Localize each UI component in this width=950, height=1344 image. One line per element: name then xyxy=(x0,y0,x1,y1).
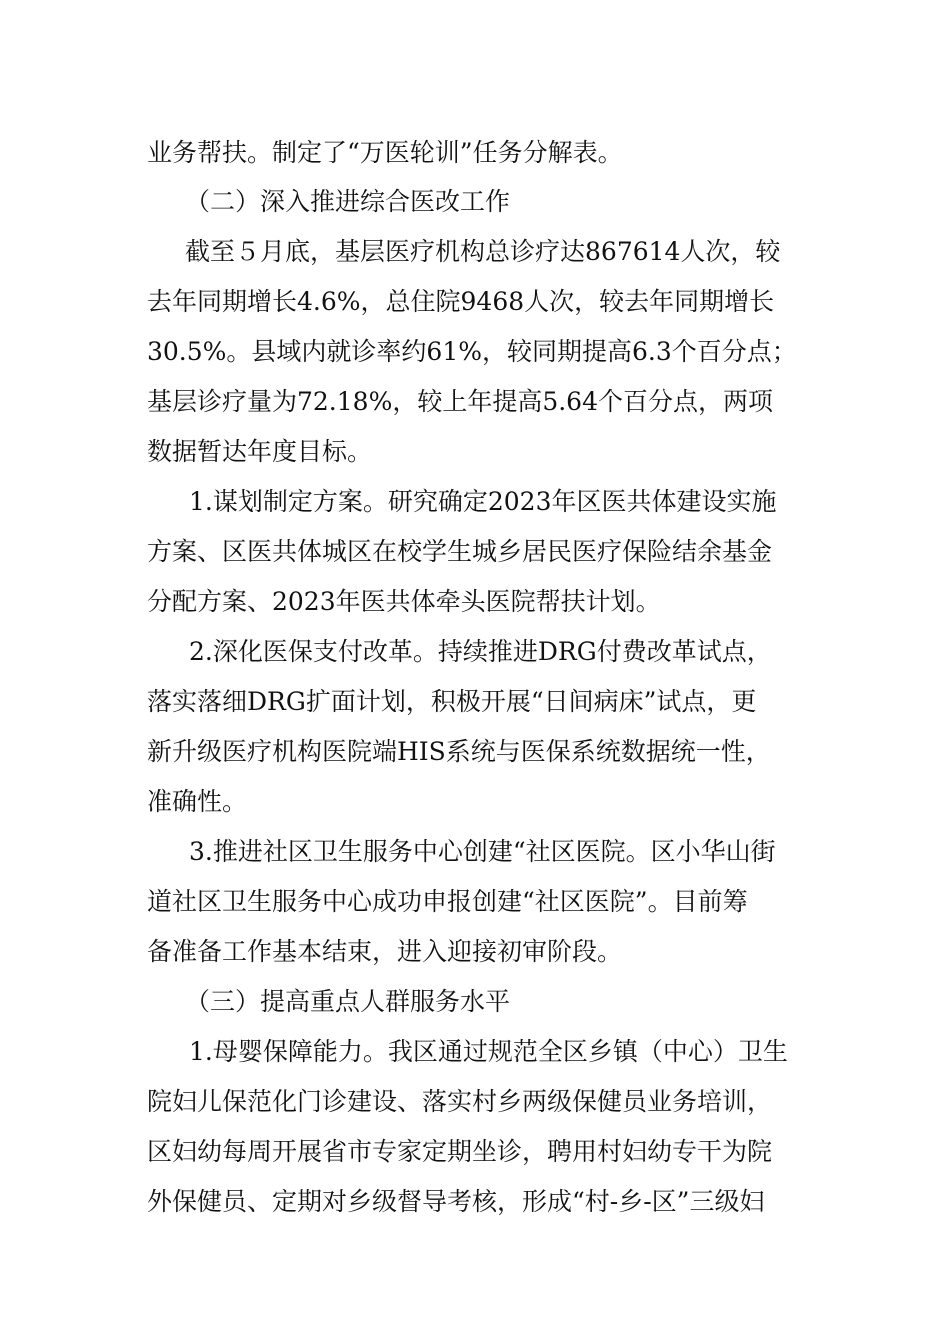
text-line: 院妇儿保范化门诊建设、落实村乡两级保健员业务培训， xyxy=(147,1087,773,1116)
text-line: 区妇幼每周开展省市专家定期坐诊，聘用村妇幼专干为院 xyxy=(147,1137,773,1166)
text-line: 业务帮扶。制定了“万医轮训”任务分解表。 xyxy=(147,138,623,167)
text-line: 分配方案、2023年医共体牵头医院帮扶计划。 xyxy=(147,587,661,616)
text-line: 准确性。 xyxy=(147,787,248,816)
text-line: 基层诊疗量为72.18%，较上年提高5.64个百分点，两项 xyxy=(147,387,773,416)
text-line: 备准备工作基本结束，进入迎接初审阶段。 xyxy=(147,937,623,966)
text-line: 数据暂达年度目标。 xyxy=(147,437,373,466)
text-line: 3.推进社区卫生服务中心创建“社区医院。区小华山街 xyxy=(189,837,776,866)
section-heading: （三）提高重点人群服务水平 xyxy=(185,987,511,1016)
text-line: 落实落细DRG扩面计划，积极开展“日间病床”试点，更 xyxy=(147,687,757,716)
text-line: 方案、区医共体城区在校学生城乡居民医疗保险结余基金 xyxy=(147,537,773,566)
text-line: 2.深化医保支付改革。持续推进DRG付费改革试点， xyxy=(189,637,772,666)
section-heading: （二）深入推进综合医改工作 xyxy=(185,187,511,216)
text-line: 新升级医疗机构医院端HIS系统与医保系统数据统一性， xyxy=(147,737,771,766)
text-line: 截至５月底，基层医疗机构总诊疗达867614人次，较 xyxy=(185,237,781,266)
text-line: 1.谋划制定方案。研究确定2023年区医共体建设实施 xyxy=(189,487,777,516)
text-line: 去年同期增长4.6%，总住院9468人次，较去年同期增长 xyxy=(147,287,775,316)
text-line: 1.母婴保障能力。我区通过规范全区乡镇（中心）卫生 xyxy=(189,1037,788,1066)
text-line: 道社区卫生服务中心成功申报创建“社区医院”。目前筹 xyxy=(147,887,748,916)
text-line: 外保健员、定期对乡级督导考核，形成“村-乡-区”三级妇 xyxy=(147,1187,765,1216)
text-line: 30.5%。县域内就诊率约61%，较同期提高6.3个百分点； xyxy=(147,337,797,366)
